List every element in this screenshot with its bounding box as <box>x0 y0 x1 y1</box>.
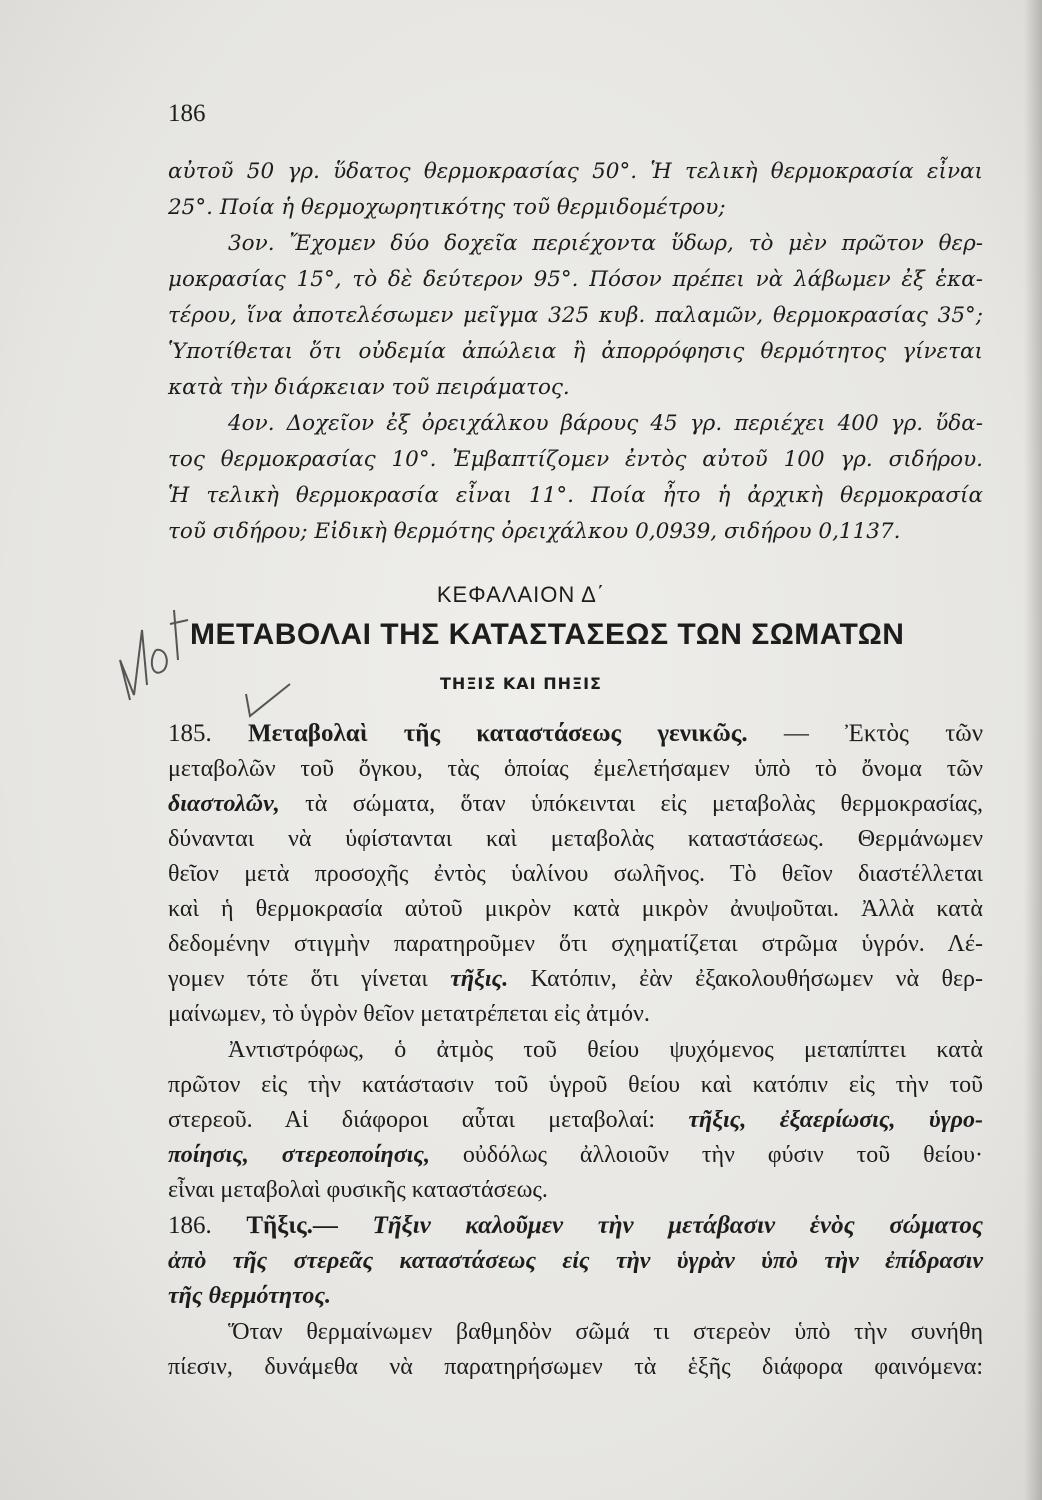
chapter-subtitle: ΤΗΞΙΣ ΚΑΙ ΠΗΞΙΣ <box>440 674 602 693</box>
section-185-line-4: δύνανται νὰ ὑφίστανται καὶ μεταβολὰς καταστάσεως. Θερμάνωμεν <box>168 826 983 852</box>
section-185-line-3 <box>168 788 983 820</box>
section-186-definition-2: ἀπὸ τῆς στερεᾶς καταστάσεως εἰς τὴν ὑγρὰν ὑπὸ τὴν ἐπίδρασιν <box>168 1248 983 1274</box>
exercise-line: 4ον. Δοχεῖον ἐξ ὀρειχάλκου βάρους 45 γρ. περιέχει 400 γρ. ὕδα- <box>228 411 983 436</box>
annotation-text: Nai <box>112 590 114 591</box>
section-185-line-10: Ἀντιστρόφως, ὁ ἀτμὸς τοῦ θείου ψυχόμενος μεταπίπτει κατὰ <box>228 1037 983 1063</box>
exercise-line: μοκρασίας 15°, τὸ δὲ δεύτερον 95°. Πόσον πρέπει νὰ λάβωμεν ἐξ ἑκα- <box>168 267 983 292</box>
section-186-line-4: Ὅταν θερμαίνωμεν βαθμηδὸν σῶμά τι στερεὸν ὑπὸ τὴν συνήθη <box>228 1319 983 1345</box>
section-185-line-14: εἶναι μεταβολαὶ φυσικῆς καταστάσεως. <box>168 1177 548 1203</box>
section-186-line-5: πίεσιν, δυνάμεθα νὰ παρατηρήσωμεν τὰ ἑξῆς διάφορα φαινόμενα: <box>168 1354 983 1380</box>
exercise-line: τος θερμοκρασίας 10°. Ἐμβαπτίζομεν ἐντὸς αὐτοῦ 100 γρ. σιδήρου. <box>168 447 983 472</box>
exercise-line: τοῦ σιδήρου; Εἰδικὴ θερμότης ὀρειχάλκου 0,0939, σιδήρου 0,1137. <box>168 519 901 544</box>
term-list-2: ποίησις, στερεοποίησις, <box>168 1142 431 1168</box>
section-185-line-1-rest: — Ἐκτὸς τῶν <box>783 720 984 747</box>
page-spine-shadow <box>1024 0 1042 1500</box>
section-186-heading: Τῆξις.— <box>246 1212 338 1239</box>
term-list-1: τῆξις, ἐξαερίωσις, ὑγρο- <box>688 1107 984 1133</box>
section-185-line-7: δεδομένην στιγμὴν παρατηροῦμεν ὅτι σχηματίζεται στρῶμα ὑγρόν. Λέ- <box>168 931 983 957</box>
section-185-line-8-b: Κατόπιν, ἐὰν ἐξακολουθήσωμεν νὰ θερ- <box>530 966 984 992</box>
chapter-label: ΚΕΦΑΛΑΙΟΝ Δ΄ <box>436 582 606 607</box>
section-186-definition-1: Τῆξιν καλοῦμεν τὴν μετάβασιν ἑνὸς σώματος <box>372 1212 983 1239</box>
exercise-line: Ὑποτίθεται ὅτι οὐδεμία ἀπώλεια ἢ ἀπορρόφησις θερμότητος γίνεται <box>168 339 983 364</box>
exercise-line: κατὰ τὴν διάρκειαν τοῦ πειράματος. <box>168 375 570 400</box>
exercise-line: 25°. Ποία ἡ θερμοχωρητικότης τοῦ θερμιδομέτρου; <box>168 195 726 220</box>
section-185-number: 185. <box>168 720 212 747</box>
check-mark-icon <box>240 680 295 720</box>
section-185-line-3-rest: τὰ σώματα, ὅταν ὑπόκεινται εἰς μεταβολὰς θερμοκρασίας, <box>305 791 983 817</box>
section-185-line-2: μεταβολῶν τοῦ ὄγκου, τὰς ὁποίας ἐμελετήσαμεν ὑπὸ τὸ ὄνομα τῶν <box>168 756 983 782</box>
section-186-number: 186. <box>168 1212 212 1239</box>
term-diastolon: διαστολῶν, <box>168 791 280 817</box>
section-185-line-9: μαίνωμεν, τὸ ὑγρὸν θεῖον μετατρέπεται εἰς ἀτμόν. <box>168 1001 650 1027</box>
section-185-line-6: καὶ ἡ θερμοκρασία αὐτοῦ μικρὸν κατὰ μικρὸν ἀνυψοῦται. Ἀλλὰ κατὰ <box>168 896 983 922</box>
section-186-definition-3: τῆς θερμότητος. <box>168 1283 332 1309</box>
exercise-line: Ἡ τελικὴ θερμοκρασία εἶναι 11°. Ποία ἦτο ἡ ἀρχικὴ θερμοκρασία <box>168 483 983 508</box>
term-texis: τῆξις. <box>450 966 509 992</box>
section-185-heading: Μεταβολαὶ τῆς καταστάσεως γενικῶς. <box>248 720 748 747</box>
exercise-line: 3ον. Ἔχομεν δύο δοχεῖα περιέχοντα ὕδωρ, τὸ μὲν πρῶτον θερ- <box>228 231 983 256</box>
exercise-line: αὐτοῦ 50 γρ. ὕδατος θερμοκρασίας 50°. Ἡ τελικὴ θερμοκρασία εἶναι <box>168 159 983 184</box>
section-185-line-11: πρῶτον εἰς τὴν κατάστασιν τοῦ ὑγροῦ θείου καὶ κατόπιν εἰς τὴν τοῦ <box>168 1072 983 1098</box>
page-number: 186 <box>168 100 206 127</box>
section-185-line-8-a: γομεν τότε ὅτι γίνεται <box>168 966 428 992</box>
section-185-line-8 <box>168 963 983 995</box>
section-186-heading-line <box>168 1210 983 1242</box>
exercise-line: τέρου, ἵνα ἀποτελέσωμεν μεῖγμα 325 κυβ. παλαμῶν, θερμοκρασίας 35°; <box>168 303 983 328</box>
section-185-line-12-a: στερεοῦ. Αἱ διάφοροι αὗται μεταβολαί: <box>168 1107 655 1133</box>
chapter-title: ΜΕΤΑΒΟΛΑΙ ΤΗΣ ΚΑΤΑΣΤΑΣΕΩΣ ΤΩΝ ΣΩΜΑΤΩΝ <box>190 618 905 651</box>
section-185-heading-line <box>168 718 983 750</box>
section-185-line-13-rest: οὐδόλως ἀλλοιοῦν τὴν φύσιν τοῦ θείου· <box>462 1142 983 1168</box>
section-185-line-5: θεῖον μετὰ προσοχῆς ἐντὸς ὑαλίνου σωλῆνος. Τὸ θεῖον διαστέλλεται <box>168 861 983 887</box>
section-185-line-12 <box>168 1104 983 1136</box>
section-185-line-13 <box>168 1139 983 1171</box>
